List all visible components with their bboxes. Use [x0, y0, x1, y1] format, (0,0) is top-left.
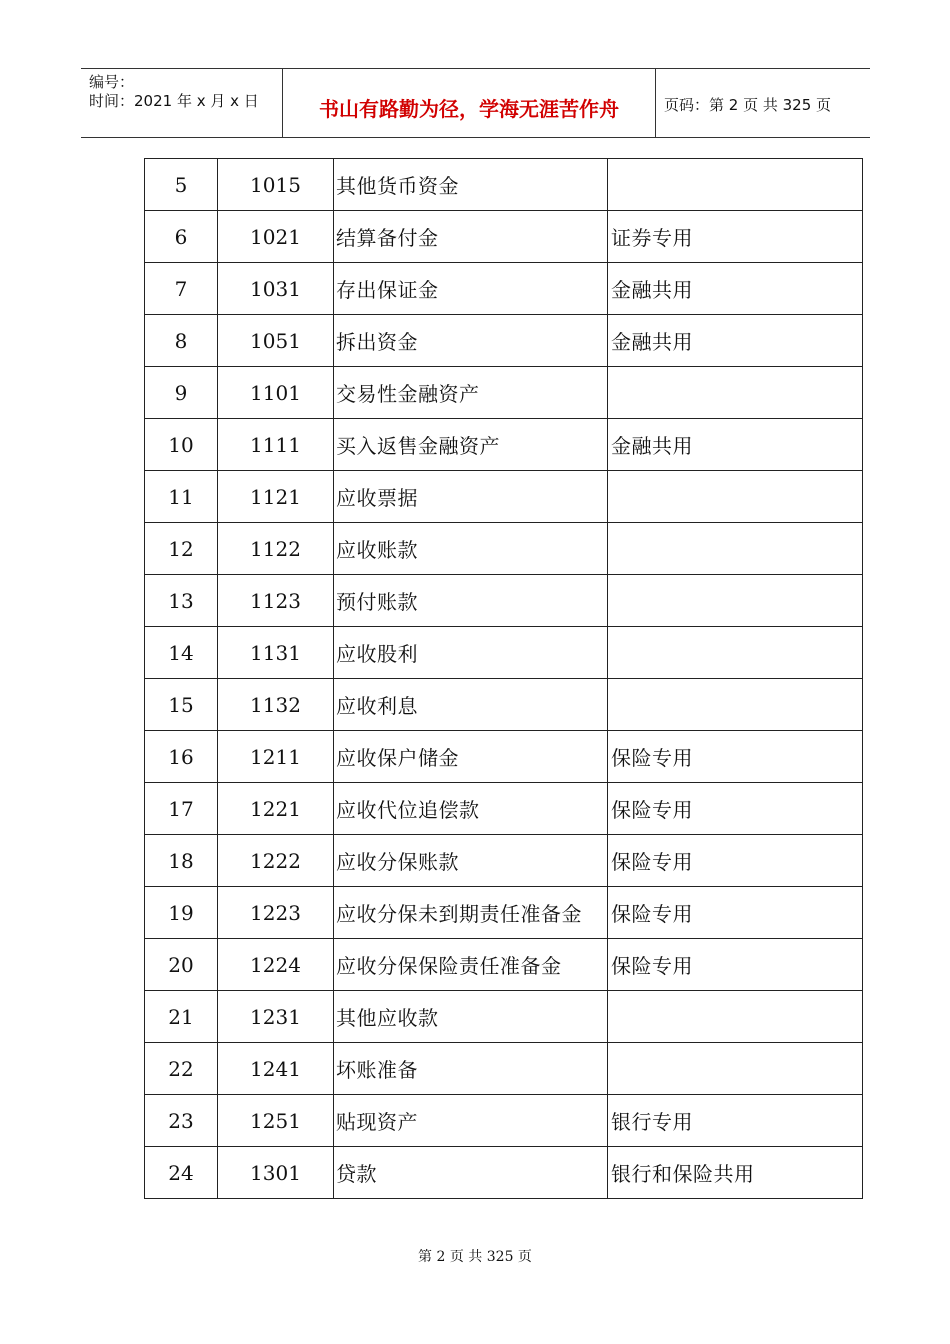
row-number-cell: 15: [145, 679, 218, 731]
account-name-cell: 应收代位追偿款: [334, 783, 608, 835]
table-row: [145, 159, 863, 211]
account-code-cell: 1251: [218, 1095, 334, 1147]
row-number-cell: 11: [145, 471, 218, 523]
table-row: [145, 211, 863, 263]
row-number-cell: 14: [145, 627, 218, 679]
account-note-cell: 金融共用: [608, 315, 863, 367]
table-row: [145, 263, 863, 315]
account-note-cell: 银行专用: [608, 1095, 863, 1147]
account-name-cell: 应收分保保险责任准备金: [334, 939, 608, 991]
account-note-cell: 保险专用: [608, 939, 863, 991]
account-name-cell: 拆出资金: [334, 315, 608, 367]
table-row: [145, 315, 863, 367]
table-row: [145, 835, 863, 887]
account-code-cell: 1122: [218, 523, 334, 575]
row-number-cell: 21: [145, 991, 218, 1043]
account-code-cell: 1131: [218, 627, 334, 679]
account-code-cell: 1223: [218, 887, 334, 939]
table-row: [145, 1095, 863, 1147]
account-name-cell: 应收利息: [334, 679, 608, 731]
row-number-cell: 17: [145, 783, 218, 835]
row-number-cell: 22: [145, 1043, 218, 1095]
account-code-cell: 1231: [218, 991, 334, 1043]
account-code-cell: 1224: [218, 939, 334, 991]
header-page-cell: [656, 69, 870, 137]
account-note-cell: 保险专用: [608, 783, 863, 835]
table-row: [145, 367, 863, 419]
account-name-cell: 预付账款: [334, 575, 608, 627]
header-motto-cell: [283, 69, 656, 137]
header-meta: [81, 69, 283, 137]
account-note-cell: 证券专用: [608, 211, 863, 263]
row-number-cell: 19: [145, 887, 218, 939]
table-row: [145, 991, 863, 1043]
row-number-cell: 24: [145, 1147, 218, 1199]
account-code-cell: 1051: [218, 315, 334, 367]
account-note-cell: [608, 627, 863, 679]
account-note-cell: 保险专用: [608, 731, 863, 783]
account-code-cell: 1111: [218, 419, 334, 471]
account-name-cell: 其他应收款: [334, 991, 608, 1043]
table-row: [145, 471, 863, 523]
account-name-cell: 交易性金融资产: [334, 367, 608, 419]
account-note-cell: [608, 991, 863, 1043]
row-number-cell: 18: [145, 835, 218, 887]
accounts-table-body: [145, 159, 863, 1199]
account-code-cell: 1241: [218, 1043, 334, 1095]
account-code-cell: 1015: [218, 159, 334, 211]
account-code-cell: 1101: [218, 367, 334, 419]
account-name-cell: 应收票据: [334, 471, 608, 523]
account-note-cell: 金融共用: [608, 263, 863, 315]
table-row: [145, 731, 863, 783]
account-name-cell: 应收股利: [334, 627, 608, 679]
account-note-cell: [608, 1043, 863, 1095]
account-name-cell: 应收分保未到期责任准备金: [334, 887, 608, 939]
table-row: [145, 627, 863, 679]
account-note-cell: [608, 367, 863, 419]
page-header: [81, 68, 870, 138]
account-note-cell: 保险专用: [608, 835, 863, 887]
table-row: [145, 939, 863, 991]
page-footer: 第 2 页 共 325 页: [418, 1249, 532, 1265]
row-number-cell: 20: [145, 939, 218, 991]
account-name-cell: 应收分保账款: [334, 835, 608, 887]
account-name-cell: 应收账款: [334, 523, 608, 575]
table-row: [145, 575, 863, 627]
account-name-cell: 存出保证金: [334, 263, 608, 315]
table-row: [145, 783, 863, 835]
account-code-cell: 1301: [218, 1147, 334, 1199]
account-name-cell: 贴现资产: [334, 1095, 608, 1147]
table-row: [145, 679, 863, 731]
account-code-cell: 1221: [218, 783, 334, 835]
account-code-cell: 1132: [218, 679, 334, 731]
row-number-cell: 8: [145, 315, 218, 367]
row-number-cell: 16: [145, 731, 218, 783]
table-row: [145, 1147, 863, 1199]
account-code-cell: 1211: [218, 731, 334, 783]
account-code-cell: 1123: [218, 575, 334, 627]
table-row: [145, 887, 863, 939]
account-note-cell: 保险专用: [608, 887, 863, 939]
row-number-cell: 9: [145, 367, 218, 419]
account-name-cell: 买入返售金融资产: [334, 419, 608, 471]
account-note-cell: [608, 471, 863, 523]
page-info: 页码：第 2 页 共 325 页: [664, 96, 832, 114]
number-label: 编号：: [89, 73, 135, 91]
motto-text: 书山有路勤为径，学海无涯苦作舟: [319, 97, 619, 121]
time-label: 时间：2021 年 x 月 x 日: [89, 92, 259, 110]
table-row: [145, 523, 863, 575]
account-note-cell: [608, 523, 863, 575]
account-code-cell: 1021: [218, 211, 334, 263]
row-number-cell: 13: [145, 575, 218, 627]
account-name-cell: 应收保户储金: [334, 731, 608, 783]
account-name-cell: 坏账准备: [334, 1043, 608, 1095]
account-code-cell: 1031: [218, 263, 334, 315]
account-note-cell: [608, 575, 863, 627]
table-row: [145, 419, 863, 471]
account-code-cell: 1222: [218, 835, 334, 887]
row-number-cell: 12: [145, 523, 218, 575]
account-note-cell: 金融共用: [608, 419, 863, 471]
row-number-cell: 5: [145, 159, 218, 211]
row-number-cell: 23: [145, 1095, 218, 1147]
account-code-cell: 1121: [218, 471, 334, 523]
account-name-cell: 贷款: [334, 1147, 608, 1199]
account-note-cell: [608, 159, 863, 211]
row-number-cell: 10: [145, 419, 218, 471]
table-row: [145, 1043, 863, 1095]
account-name-cell: 其他货币资金: [334, 159, 608, 211]
row-number-cell: 7: [145, 263, 218, 315]
row-number-cell: 6: [145, 211, 218, 263]
accounts-table: [144, 158, 863, 1199]
account-name-cell: 结算备付金: [334, 211, 608, 263]
account-note-cell: 银行和保险共用: [608, 1147, 863, 1199]
account-note-cell: [608, 679, 863, 731]
